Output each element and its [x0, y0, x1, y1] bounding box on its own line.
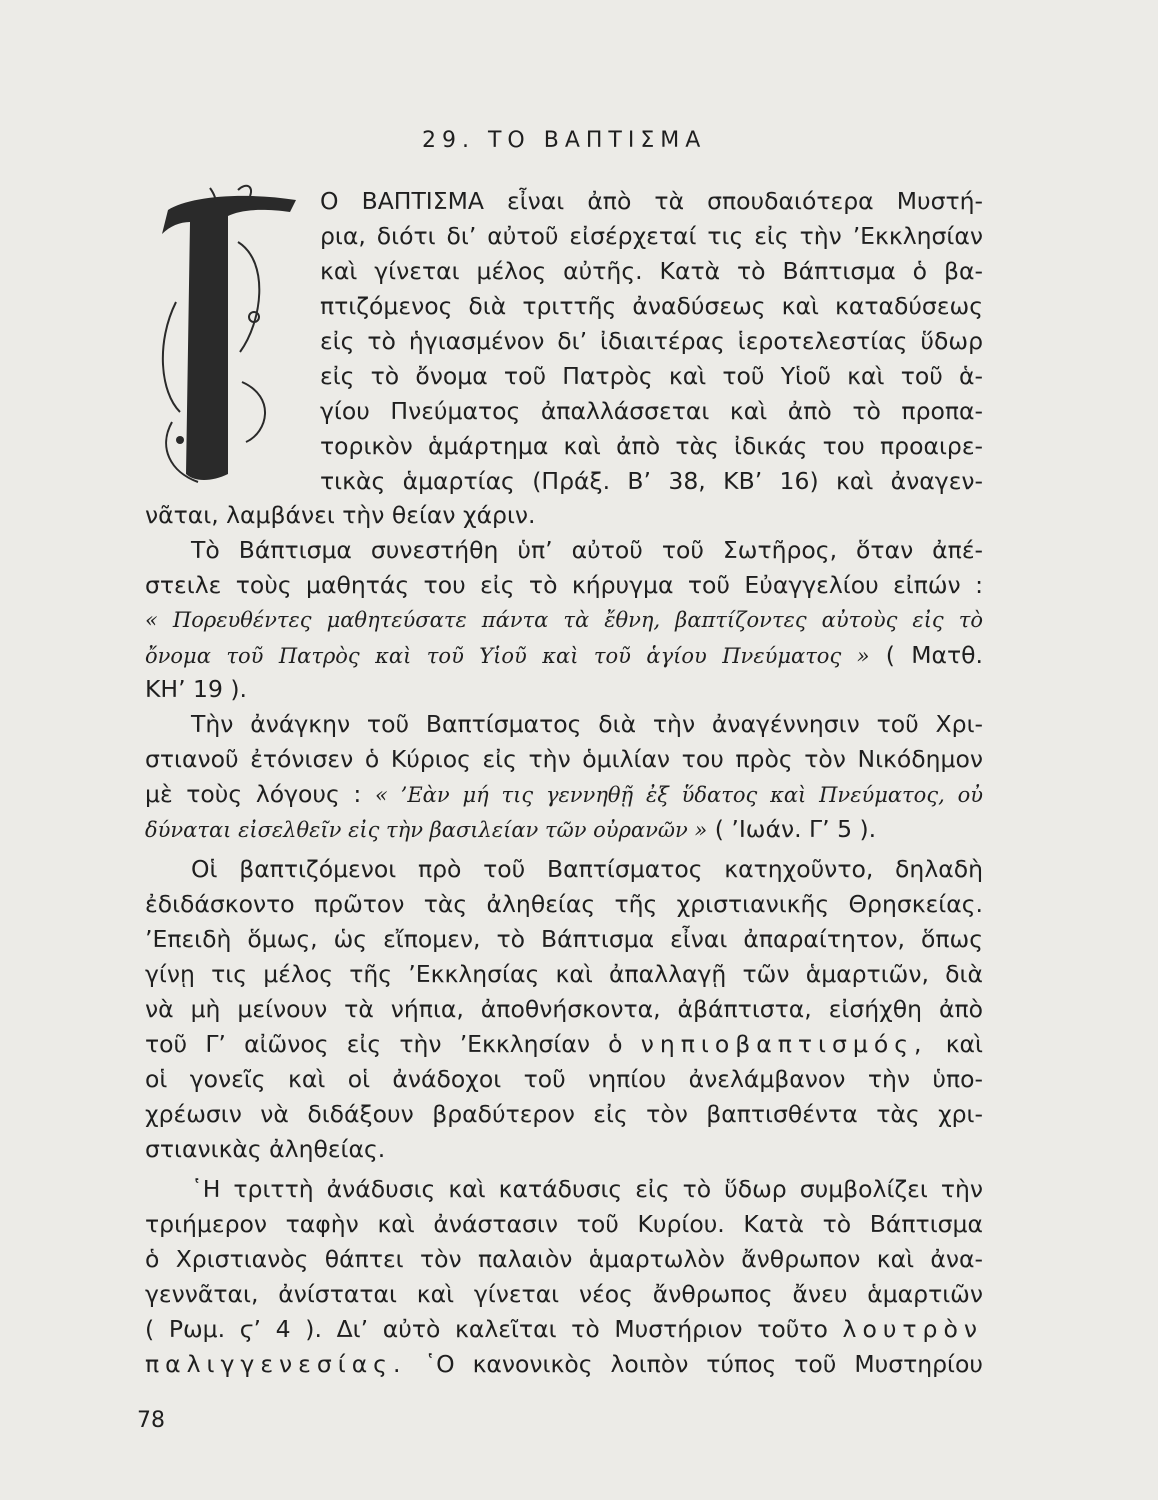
- text-line: [145, 640, 983, 671]
- text-line: Τὸ Βάπτισμα συνεστήθη ὑπ’ αὐτοῦ τοῦ Σωτῆρος, ὅταν ἀπέ-: [191, 536, 983, 564]
- text-line: ἐδιδάσκοντο πρῶτον τὰς ἀληθείας τῆς χριστιανικῆς Θρησκείας.: [145, 890, 983, 918]
- text-fragment: ῾Ο κανονικὸς λοιπὸν τύπος τοῦ Μυστηρίου: [424, 1350, 983, 1378]
- text-line: οἱ γονεῖς καὶ οἱ ἀνάδοχοι τοῦ νηπίου ἀνελάμβανον τὴν ὑπο-: [145, 1065, 983, 1093]
- ornamental-drop-cap-t: [150, 182, 300, 492]
- spaced-term: παλιγγενεσίας.: [145, 1350, 407, 1378]
- text-line: στιανοῦ ἐτόνισεν ὁ Κύριος εἰς τὴν ὁμιλίαν του πρὸς τὸν Νικόδημον: [145, 745, 983, 773]
- text-line: [145, 814, 983, 845]
- text-fragment: καὶ: [945, 1030, 983, 1058]
- text-line: ὁ Χριστιανὸς θάπτει τὸν παλαιὸν ἁμαρτωλὸν ἄνθρωπον καὶ ἀνα-: [145, 1245, 983, 1273]
- text-line: γίου Πνεύματος ἀπαλλάσσεται καὶ ἀπὸ τὸ προπα-: [320, 397, 983, 425]
- text-line: [145, 779, 983, 810]
- text-line: [145, 1349, 983, 1379]
- text-line: στειλε τοὺς μαθητάς του εἰς τὸ κήρυγμα τοῦ Εὐαγγελίου εἰπών :: [145, 571, 983, 599]
- text-line: τορικὸν ἁμάρτημα καὶ ἀπὸ τὰς ἰδικάς του προαιρε-: [320, 432, 983, 460]
- text-line: τικὰς ἁμαρτίας (Πράξ. Β’ 38, ΚΒ’ 16) καὶ ἀναγεν-: [320, 467, 983, 495]
- text-line: εἰς τὸ ἡγιασμένον δι’ ἰδιαιτέρας ἱεροτελεστίας ὕδωρ: [320, 327, 983, 355]
- text-line: γεννᾶται, ἀνίσταται καὶ γίνεται νέος ἄνθρωπος ἄνευ ἁμαρτιῶν: [145, 1280, 983, 1308]
- text-line: στιανικὰς ἀληθείας.: [145, 1135, 386, 1163]
- spaced-term: νηπιοβαπτισμός,: [640, 1030, 928, 1058]
- spaced-term: λουτρὸν: [842, 1315, 983, 1343]
- reference: ( ’Ιωάν. Γ’ 5 ).: [714, 815, 877, 843]
- text-line: τριήμερον ταφὴν καὶ ἀνάστασιν τοῦ Κυρίου. Κατὰ τὸ Βάπτισμα: [145, 1210, 983, 1238]
- text-line: νᾶται, λαμβάνει τὴν θείαν χάριν.: [145, 501, 536, 529]
- text-line: ’Επειδὴ ὅμως, ὡς εἴπομεν, τὸ Βάπτισμα εἶναι ἀπαραίτητον, ὅπως: [145, 925, 983, 953]
- quote-fragment: δύναται εἰσελθεῖν εἰς τὴν βασιλείαν τῶν οὐρανῶν »: [145, 818, 708, 842]
- text-line: Ο ΒΑΠΤΙΣΜΑ εἶναι ἀπὸ τὰ σπουδαιότερα Μυστή-: [320, 187, 983, 215]
- quote-fragment: « ’Εὰν μή τις γεννηθῇ ἐξ ὕδατος καὶ Πνεύματος, οὐ: [374, 783, 983, 807]
- text-line: [145, 1029, 983, 1059]
- quote-fragment: ὄνομα τοῦ Πατρὸς καὶ τοῦ Υἱοῦ καὶ τοῦ ἁγίου Πνεύματος »: [145, 644, 870, 668]
- text-fragment: τοῦ Γ’ αἰῶνος εἰς τὴν ’Εκκλησίαν ὁ: [145, 1030, 623, 1058]
- text-line: νὰ μὴ μείνουν τὰ νήπια, ἀποθνήσκοντα, ἀβάπτιστα, εἰσήχθη ἀπὸ: [145, 995, 983, 1023]
- quote-line: « Πορευθέντες μαθητεύσατε πάντα τὰ ἔθνη, βαπτίζοντες αὐτοὺς εἰς τὸ: [145, 608, 983, 632]
- text-line: ΚΗ’ 19 ).: [145, 675, 248, 703]
- text-line: εἰς τὸ ὄνομα τοῦ Πατρὸς καὶ τοῦ Υἱοῦ καὶ τοῦ ἁ-: [320, 362, 983, 390]
- text-fragment: ( Ρωμ. ϛ’ 4 ). Δι’ αὐτὸ καλεῖται τὸ Μυστήριον τοῦτο: [145, 1315, 828, 1343]
- reference: ( Ματθ.: [885, 641, 983, 669]
- text-line: χρέωσιν νὰ διδάξουν βραδύτερον εἰς τὸν βαπτισθέντα τὰς χρι-: [145, 1100, 983, 1128]
- text-line: ρια, διότι δι’ αὐτοῦ εἰσέρχεταί τις εἰς τὴν ’Εκκλησίαν: [320, 222, 983, 250]
- page-number: 78: [137, 1408, 165, 1433]
- chapter-heading: 29. ΤΟ ΒΑΠΤΙΣΜΑ: [422, 128, 707, 153]
- text-line: [145, 1314, 983, 1344]
- text-fragment: μὲ τοὺς λόγους :: [145, 780, 362, 808]
- text-line: καὶ γίνεται μέλος αὐτῆς. Κατὰ τὸ Βάπτισμα ὁ βα-: [320, 257, 983, 285]
- text-line: πτιζόμενος διὰ τριττῆς ἀναδύσεως καὶ καταδύσεως: [320, 292, 983, 320]
- text-line: Τὴν ἀνάγκην τοῦ Βαπτίσματος διὰ τὴν ἀναγέννησιν τοῦ Χρι-: [191, 710, 983, 738]
- text-line: ῾Η τριττὴ ἀνάδυσις καὶ κατάδυσις εἰς τὸ ὕδωρ συμβολίζει τὴν: [191, 1175, 983, 1203]
- text-line: Οἱ βαπτιζόμενοι πρὸ τοῦ Βαπτίσματος κατηχοῦντο, δηλαδὴ: [191, 855, 983, 883]
- text-line: γίνῃ τις μέλος τῆς ’Εκκλησίας καὶ ἀπαλλαγῇ τῶν ἁμαρτιῶν, διὰ: [145, 960, 983, 988]
